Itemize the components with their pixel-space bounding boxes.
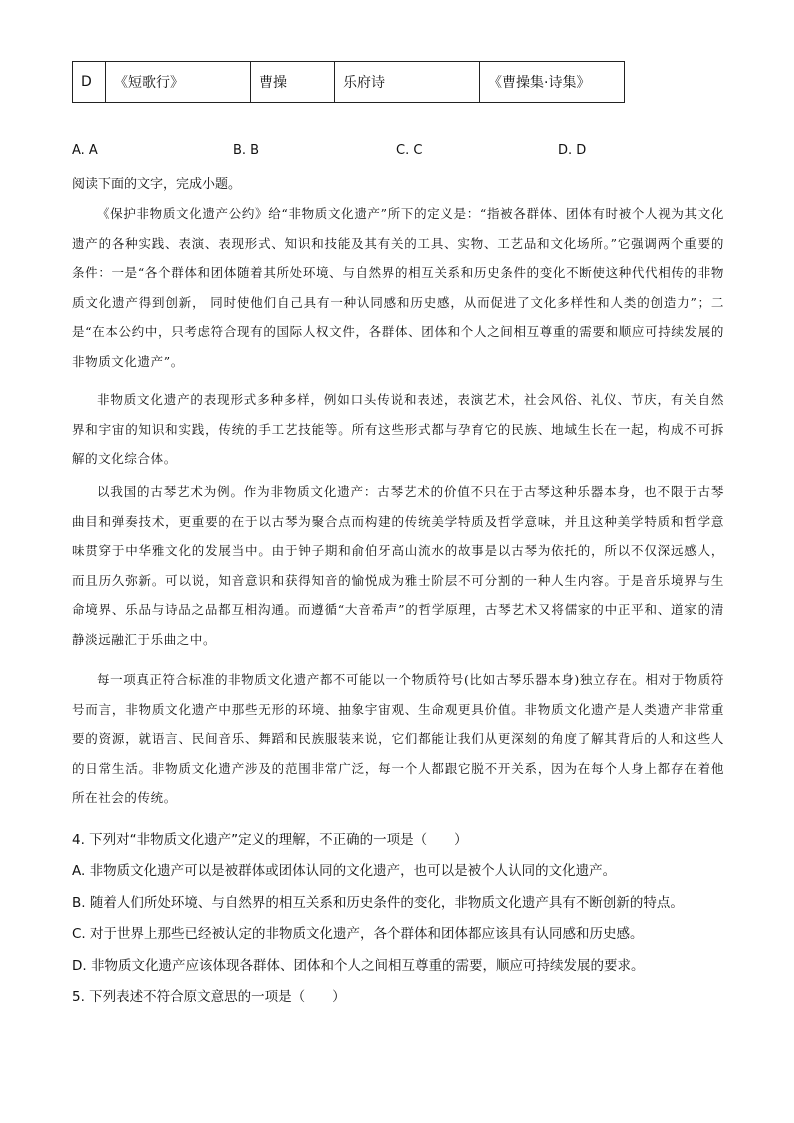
passage-paragraph-2: 非物质文化遗产的表现形式多种多样，例如口头传说和表述，表演艺术，社会风俗、礼仪、节庆，有关自然界和宇宙的知识和实践，传统的手工艺技能等。所有这些形式都与孕育它的民族、地域生长在一起，构成不可拆解的文化综合体。 [72,392,724,467]
passage-paragraph-4: 每一项真正符合标准的非物质文化遗产都不可能以一个物质符号(比如古琴乐器本身)独立存在。相对于物质符号而言，非物质文化遗产中那些无形的环境、抽象宇宙观、生命观更具价值。非物质文化遗产是人类遗产非常重要的资源，就语言、民间音乐、舞蹈和民族服装来说，它们都能让我们从更深刻的角度了解其背后的人和这些人的日常生活。非物质文化遗产涉及的范围非常广泛，每一个人都跟它脱不开关系，因为在每个人身上都存在着他所在社会的传统。 [72,672,724,806]
choice-a[interactable]: A. A [72,143,98,158]
source-cell: 《曹操集·诗集》 [480,62,625,103]
choice-d[interactable]: D. D [558,143,587,158]
passage-paragraph-3: 以我国的古琴艺术为例。作为非物质文化遗产：古琴艺术的价值不只在于古琴这种乐器本身，也不限于古琴曲目和弹奏技术，更重要的在于以古琴为聚合点而构建的传统美学特质及哲学意味，并且这种美学特质和哲学意味贯穿于中华雅文化的发展当中。由于钟子期和俞伯牙高山流水的故事是以古琴为依托的，所以不仅深远感人，而且历久弥新。可以说，知音意识和获得知音的愉悦成为雅士阶层不可分割的一种人生内容。于是音乐境界与生命境界、乐品与诗品之品都互相沟通。而遵循“大音希声”的哲学原理，古琴艺术又将儒家的中正平和、道家的清静淡远融汇于乐曲之中。 [72,484,724,647]
genre-cell: 乐府诗 [335,62,480,103]
question-5-stem: 5. 下列表述不符合原文意思的一项是（ ） [72,989,346,1005]
option-letter-cell: D [73,62,106,103]
passage-paragraph-1: 《保护非物质文化遗产公约》给“非物质文化遗产”所下的定义是：“指被各群体、团体有时被个人视为其文化遗产的各种实践、表演、表现形式、知识和技能及其有关的工具、实物、工艺品和文化场所。”它强调两个重要的条件：一是“各个群体和团体随着其所处环境、与自然界的相互关系和历史条件的变化不断使这种代代相传的非物质文化遗产得到创新， 同时使他们自己具有一种认同感和历史感，从而促进了文化多样性和人类的创造力”；二是“在本公约中，只考虑符合现有的国际人权文件，各群体、团体和个人之间相互尊重的需要和顺应可持续发展的非物质文化遗产”。 [72,206,724,369]
choice-c[interactable]: C. C [396,143,423,158]
table-row [73,62,625,103]
reading-instruction: 阅读下面的文字，完成小题。 [72,177,242,192]
question-4-option-d[interactable]: D. 非物质文化遗产应该体现各群体、团体和个人之间相互尊重的需要，顺应可持续发展的要求。 [72,958,645,974]
question-4-stem: 4. 下列对“非物质文化遗产”定义的理解，不正确的一项是（ ） [72,832,468,848]
question-4-option-b[interactable]: B. 随着人们所处环境、与自然界的相互关系和历史条件的变化，非物质文化遗产具有不断创新的特点。 [72,895,684,911]
option-table [72,61,625,103]
question-4-option-c[interactable]: C. 对于世界上那些已经被认定的非物质文化遗产，各个群体和团体都应该具有认同感和历史感。 [72,926,644,942]
answer-choices [72,143,732,163]
question-4-option-a[interactable]: A. 非物质文化遗产可以是被群体或团体认同的文化遗产，也可以是被个人认同的文化遗产。 [72,863,617,879]
choice-b[interactable]: B. B [233,143,260,158]
author-cell: 曹操 [251,62,335,103]
title-cell: 《短歌行》 [106,62,251,103]
